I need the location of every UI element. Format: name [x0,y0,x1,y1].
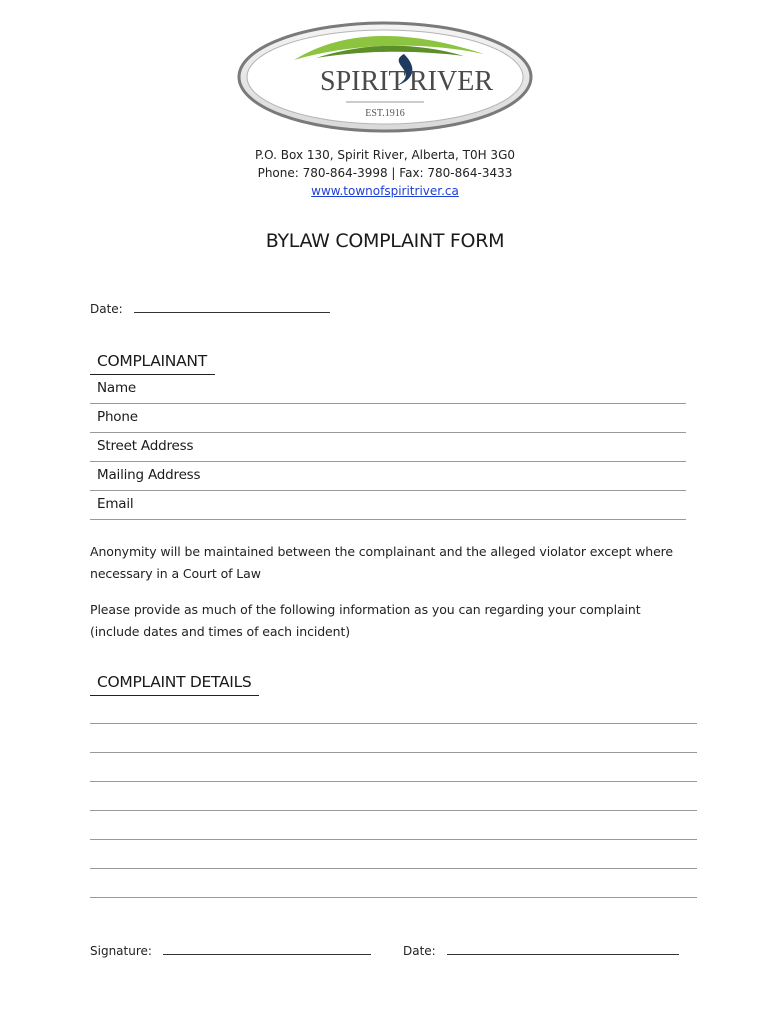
date-input-line[interactable] [134,300,330,313]
date-label: Date: [90,302,123,316]
form-title: BYLAW COMPLAINT FORM [265,230,505,252]
svg-text:EST.1916: EST.1916 [365,108,405,119]
details-line[interactable] [90,781,697,782]
complaint-details-heading: COMPLAINT DETAILS [90,673,259,696]
email-input-line[interactable] [90,519,686,520]
spirit-river-logo [236,20,534,134]
details-line[interactable] [90,752,697,753]
svg-text:SPIRIT: SPIRIT [320,66,406,97]
phone-input-line[interactable] [90,432,686,433]
email-label: Email [97,496,134,512]
name-label: Name [97,380,137,396]
complainant-heading: COMPLAINANT [90,352,215,375]
footer-date-field-row [403,940,679,959]
details-line[interactable] [90,897,697,898]
svg-text:RIVER: RIVER [409,66,493,97]
street-address-label: Street Address [97,438,194,454]
footer-date-label: Date: [403,944,436,958]
signature-field-row [90,940,371,959]
footer-date-input-line[interactable] [447,942,679,955]
name-input-line[interactable] [90,403,686,404]
phone-label: Phone [97,409,138,425]
mailing-address-input-line[interactable] [90,490,686,491]
details-line[interactable] [90,868,697,869]
phone-fax-line: Phone: 780-864-3998 | Fax: 780-864-3433 [257,166,513,180]
website-link[interactable]: www.townofspiritriver.ca [311,184,459,198]
address-line: P.O. Box 130, Spirit River, Alberta, T0H 3G0 [254,148,516,162]
details-line[interactable] [90,723,697,724]
details-line[interactable] [90,839,697,840]
street-address-input-line[interactable] [90,461,686,462]
date-field-row [90,298,330,317]
details-line[interactable] [90,810,697,811]
signature-label: Signature: [90,944,152,958]
signature-input-line[interactable] [163,942,371,955]
anonymity-note: Anonymity will be maintained between the complainant and the alleged violator except where necessary in a Court of Law [90,544,674,581]
instructions-note: Please provide as much of the following information as you can regarding your complaint (include dates and times of each incident) [90,602,641,639]
mailing-address-label: Mailing Address [97,467,201,483]
